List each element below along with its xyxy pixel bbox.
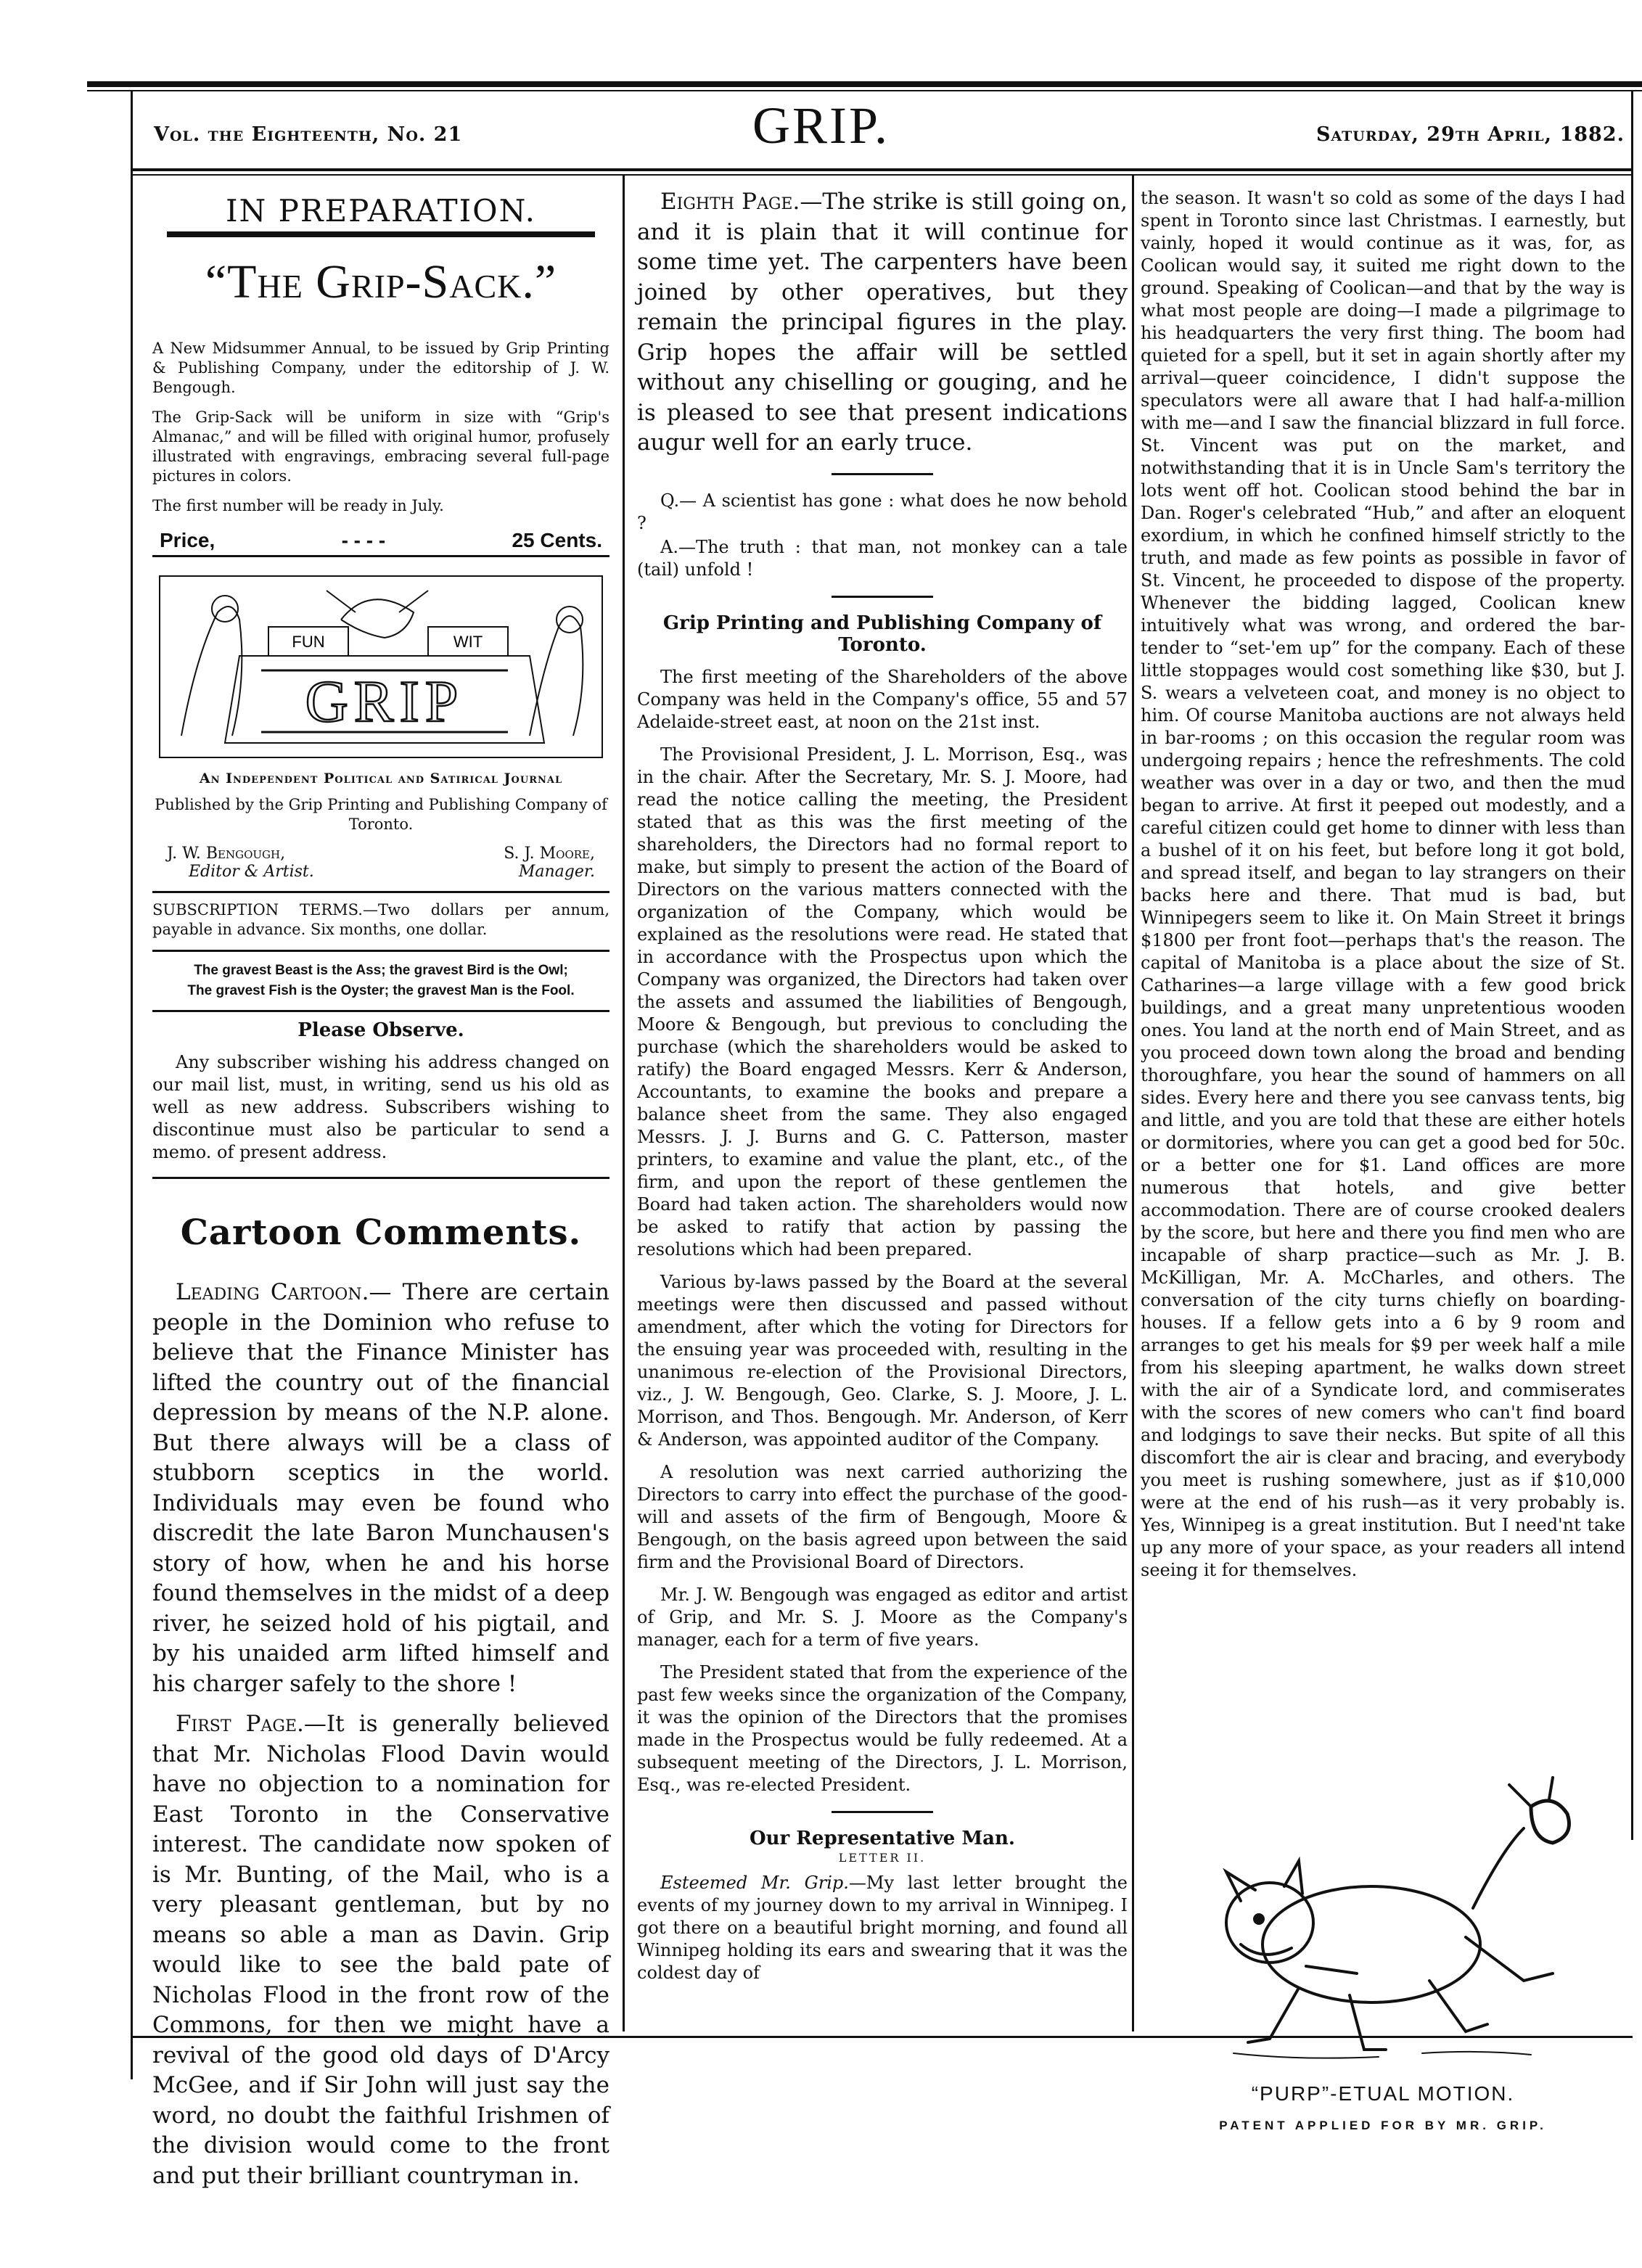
left-border — [131, 91, 133, 2079]
cartoon-comments-heading: Cartoon Comments. — [180, 1212, 582, 1253]
masthead-cartoon — [152, 569, 609, 765]
company-paragraph-6: The President stated that from the experience of the past few weeks since the organization of the Company, it was the opinion of the Directors that the promises made in the Prospectus would be fully redeemed. At a subsequent meeting of the Directors, J. L. Morrison, Esq., was re-elected President. — [637, 1661, 1128, 1795]
masthead-title: GRIP. — [752, 96, 890, 155]
column-1 — [152, 187, 609, 2189]
journal-tagline: An Independent Political and Satirical Journal — [199, 771, 563, 786]
motto-rule — [152, 1010, 609, 1012]
column-2 — [637, 187, 1128, 2058]
column-divider-2 — [1132, 174, 1134, 2031]
company-paragraph-2: The Provisional President, J. L. Morrison, Esq., was in the chair. After the Secretary, Mr. S. J. Moore, had read the notice calling the meeting, the President stated that as this was the first meeting of the shareholders, the Directors had no formal report to make, but simply to present the action of the Board of Directors on the various matters connected with the organization of the Company, which would be explained as the resolutions were read. He stated that in accordance with the Prospectus upon which the Company was organized, the Directors had taken over the assets and assumed the liabilities of Bengough, Moore & Bengough, but previous to concluding the purchase (which the shareholders would be asked to ratify) the Board engaged Messrs. Kerr & Anderson, Accountants, to examine the books and prepare a balance sheet from the same. They also engaged Messrs. J. J. Burns and G. C. Patterson, master printers, to examine and value the plant, etc., of the firm, and upon the report of these gentlemen the Board had taken action. The shareholders would now be asked to ratify that action by passing the resolutions which had been prepared. — [637, 744, 1128, 1260]
top-rule-thick — [87, 81, 1642, 87]
please-observe-text: Any subscriber wishing his address changed on our mail list, must, in writing, send us his old as well as new address. Subscribers wishing to discontinue must also be particular to send a memo. of present address. — [152, 1052, 609, 1162]
in-preparation-heading: IN PREPARATION. — [225, 193, 537, 229]
heading-bar — [167, 231, 595, 237]
leading-cartoon-text: — There are certain people in the Dominion who refuse to believe that the Finance Minister has lifted the country out of the financial depression by means of the N.P. alone. But there always will be a class of stubborn sceptics in the world. Individuals may even be found who discredit the late Baron Munchausen's story of how, when he and his horse found themselves in the midst of a deep river, he seized hold of his pigtail, and by his unaided arm lifted himself and his charger safely to the shore ! — [152, 1279, 609, 1697]
first-page-comment — [152, 1709, 609, 2191]
eighth-page-comment — [637, 187, 1128, 459]
editor-name: J. W. Bengough, — [167, 845, 286, 863]
price-value: 25 Cents. — [512, 529, 602, 551]
grip-sack-release: The first number will be ready in July. — [152, 497, 444, 514]
leading-cartoon-comment — [152, 1278, 609, 1699]
staff-names — [152, 845, 609, 863]
staff-roles — [152, 863, 609, 881]
cartoon-grip-lettering: GRIP — [305, 668, 464, 734]
representative-man-letter — [637, 1872, 1128, 1984]
header-bottom-rule-2 — [131, 174, 1633, 176]
company-paragraph-3: Various by-laws passed by the Board at the several meetings were then discussed and passed without amendment, after which the voting for Directors for the ensuing year was proceeded with, resulting in the unanimous re-election of the Provisional Directors, viz., J. W. Bengough, Geo. Clarke, S. J. Moore, J. L. Morrison, and Thos. Bengough. Mr. Anderson, of Kerr & Anderson, was appointed auditor of the Company. — [637, 1271, 1128, 1450]
volume-number: Vol. the Eighteenth, No. 21 — [154, 123, 463, 146]
winnipeg-letter-continued: the season. It wasn't so cold as some of the days I had spent in Toronto since last Christmas. I earnestly, but vainly, hoped it would continue as it was, for, as Coolican would say, it suited me right down to the ground. Speaking of Coolican—and that by the way is what most people are doing—I made a pilgrimage to his headquarters the very first thing. The boom had quieted for a spell, but it set in again shortly after my arrival—queer coincidence, I didn't suppose the speculators were all aware that I had half-a-million with me—and I saw the financial blizzard in full force. St. Vincent was put on the market, and notwithstanding that it is in Uncle Sam's territory the lots went off hot. Coolican stood behind the bar in Dan. Roger's celebrated “Hub,” and after an eloquent exordium, in which he confined himself strictly to the truth, and made as few points as possible in favor of St. Vincent, he proceeded to dispose of the property. Whenever the bidding lagged, Coolican knew intuitively what was wrong, and ordered the bar-tender to “set-'em up” for the company. Each of these little stoppages would cost something like $30, but J. S. wears a velveteen coat, and money is no object to him. Of course Manitoba auctions are not always held in bar-rooms ; on this occasion the regular room was undergoing repairs ; hence the refreshments. The cold weather was over in a day or two, and then the mud began to arrive. At first it peeped out modestly, and a careful citizen could get home to dinner with less than a bushel of it on his feet, but before long it got bold, and spread itself, and began to lay strangers on their backs here and there. That mud is bad, but Winnipegers seem to like it. On Main Street it brings $1800 per front foot—perhaps that's the reason. The capital of Manitoba is a place about the size of St. Catharines—a large village with a few good brick buildings, and a great many unpretentious wooden ones. You land at the north end of Main Street, and as you proceed down town along the broad and bending thoroughfare, you hear the sound of hammers on all sides. Every here and there you see canvass tents, big and little, and you are told that these are either hotels or dormitories, where you can get a good bed for 50c. or a better one for $1. Land offices are more numerous that hotels, and give better accommodation. There are of course crooked dealers by the score, but here and there you find men who are incapable of sharp practice—such as Mr. J. B. McKilligan, Mr. A. McCharles, and others. The conversation of the city turns chiefly on boarding-houses. If a fellow gets into a 6 by 9 room and arranges to get his meals for $9 per week half a mile from his sleeping apartment, he walks down street with the air of a Syndicate lord, and commiserates with the scores of new comers who can't find board and lodgings to save their necks. But spite of all this discomfort the air is clear and bracing, and everybody you meet is rushing somewhere, just as if $10,000 were at the end of his rush—as it very probably is. Yes, Winnipeg is a great institution. But I need'nt take up any more of your space, as your readers all intend seeing it for themselves. — [1141, 188, 1625, 1580]
section-divider-2 — [832, 596, 933, 598]
editor-role: Editor & Artist. — [189, 863, 314, 881]
cartoon-wit-label: WIT — [453, 633, 483, 651]
letter-text: —My last letter brought the events of my journey down to my arrival in Winnipeg. I got there on a beautiful bright morning, and found all Winnipeg holding its ears and swearing that it was the coldest day of — [637, 1872, 1128, 1983]
grip-sack-title: “The Grip-Sack.” — [205, 255, 557, 308]
manager-name: S. J. Moore, — [504, 845, 595, 863]
company-paragraph-4: A resolution was next carried authorizing the Directors to carry into effect the purchase of the good-will and assets of the firm of Bengough, Moore & Bengough, on the basis agreed upon between the said firm and the Provisional Board of Directors. — [637, 1461, 1128, 1572]
section-divider-3 — [832, 1811, 933, 1813]
observe-rule — [152, 1177, 609, 1179]
riddle-answer: A.—The truth : that man, not monkey can a tale (tail) unfold ! — [637, 536, 1128, 580]
company-paragraph-5: Mr. J. W. Bengough was engaged as editor and artist of Grip, and Mr. S. J. Moore as the Company's manager, each for a term of five years. — [637, 1584, 1128, 1650]
grip-sack-description: The Grip-Sack will be uniform in size with “Grip's Almanac,” and will be filled with original humor, profusely illustrated with engravings, embracing several full-page pictures in colors. — [152, 408, 609, 485]
column-divider-1 — [623, 174, 625, 2031]
right-border — [1631, 91, 1633, 1840]
cartoon-caption: “PURP”-ETUAL MOTION. — [1251, 2082, 1515, 2105]
company-heading: Grip Printing and Publishing Company of Toronto. — [662, 612, 1102, 656]
column-3 — [1141, 187, 1625, 1731]
dog-illustration — [1190, 1763, 1596, 2075]
motto — [152, 961, 609, 1001]
manager-role: Manager. — [518, 863, 595, 881]
riddle-question: Q.— A scientist has gone : what does he now behold ? — [637, 490, 1128, 533]
price-rule — [152, 555, 609, 557]
letter-number: LETTER II. — [838, 1850, 927, 1865]
letter-salutation: Esteemed Mr. Grip. — [660, 1872, 849, 1893]
eighth-page-text: —The strike is still going on, and it is plain that it will continue for some time yet. The carpenters have been joined by other operatives, but they remain the principal figures in the play. Grip hopes the affair will be settled without any chiselling or gouging, and he is pleased to see that present indications augur well for an early truce. — [637, 189, 1128, 456]
first-page-text: —It is generally believed that Mr. Nicholas Flood Davin would have no objection to a nomination for East Toronto in the Conservative interest. The candidate now spoken of is Mr. Bunting, of the Mail, who is a very pleasant gentleman, but by no means so able a man as Davin. Grip would like to see the bald pate of Nicholas Flood in the front row of the Commons, for then we might have a revival of the good old days of D'Arcy McGee, and if Sir John will just say the word, no doubt the faithful Irishmen of the division would come to the front and put their brilliant countryman in. — [152, 1711, 609, 2189]
cartoon-subcaption: PATENT APPLIED FOR BY MR. GRIP. — [1219, 2119, 1547, 2132]
price-line — [152, 526, 609, 555]
eighth-page-label: Eighth Page. — [660, 189, 800, 215]
published-by: Published by the Grip Printing and Publishing Company of Toronto. — [155, 796, 607, 833]
representative-man-heading: Our Representative Man. — [750, 1827, 1015, 1849]
please-observe-heading: Please Observe. — [297, 1019, 464, 1041]
motto-line-2: The gravest Fish is the Oyster; the gravest Man is the Fool. — [187, 983, 575, 998]
motto-line-1: The gravest Beast is the Ass; the gravest Bird is the Owl; — [194, 963, 568, 978]
issue-date: Saturday, 29th April, 1882. — [1315, 123, 1625, 146]
price-label: Price, — [160, 529, 215, 551]
grip-cartoon-illustration — [152, 569, 609, 765]
company-paragraph-1: The first meeting of the Shareholders of the above Company was held in the Company's office, 55 and 57 Adelaide-street east, at noon on the 21st inst. — [637, 666, 1128, 732]
grip-sack-announcement: A New Midsummer Annual, to be issued by Grip Printing & Publishing Company, under the editorship of J. W. Bengough. — [152, 340, 609, 396]
section-divider — [832, 473, 933, 475]
staff-rule — [152, 891, 609, 893]
header-bottom-rule — [131, 168, 1633, 171]
first-page-label: First Page. — [176, 1711, 304, 1737]
cartoon-fun-label: FUN — [292, 633, 325, 651]
leading-cartoon-label: Leading Cartoon. — [176, 1279, 369, 1305]
purpetual-motion-cartoon — [1190, 1763, 1596, 2075]
price-dashes: - - - - — [341, 529, 386, 551]
subscription-rule — [152, 950, 609, 952]
subscription-terms: SUBSCRIPTION TERMS.—Two dollars per annum, payable in advance. Six months, one dollar. — [152, 901, 609, 938]
top-rule-thin — [87, 90, 1642, 91]
